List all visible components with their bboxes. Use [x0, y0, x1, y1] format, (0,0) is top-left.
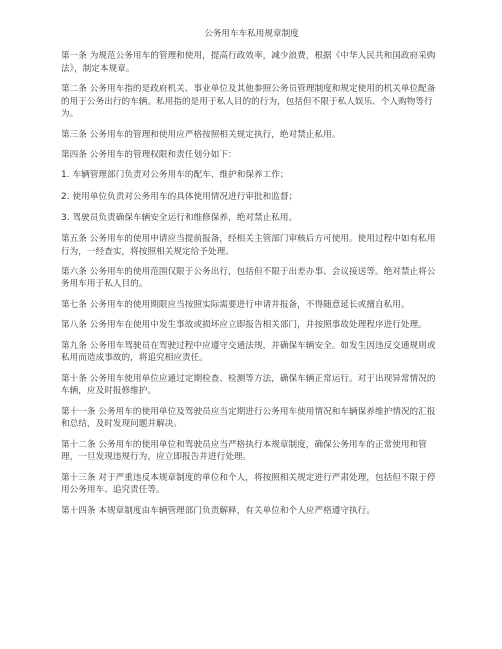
list-item-number: 1. — [61, 170, 70, 181]
article-10: 第十条 公务用车使用单位应通过定期检查、检测等方法，确保车辆正常运行。对于出现异常情况的车辆，应及时报修维护。 — [61, 373, 436, 397]
article-12: 第十二条 公务用车的使用单位和驾驶员应当严格执行本规章制度，确保公务用车的正常使用和管理，一旦发现违规行为，应立即报告并进行处理。 — [61, 439, 427, 463]
article-6: 第六条 公务用车的使用范围仅限于公务出行，包括但不限于出差办事、会议接送等。绝对禁止将公务用车用于私人目的。 — [61, 266, 436, 290]
article-4: 第四条 公务用车的管理权限和责任划分如下： — [61, 149, 237, 160]
article-1: 第一条 为规范公务用车的管理和使用，提高行政效率，减少浪费，根据《中华人民共和国政府采购法》，制定本规章。 — [61, 51, 436, 74]
list-item-text: 使用单位负责对公务用车的具体使用情况进行审批和监督； — [72, 191, 298, 202]
article-11: 第十一条 公务用车的使用单位及驾驶员应当定期进行公务用车使用情况和车辆保养维护情况的汇报和总结，及时发现问题并解决。 — [61, 406, 436, 430]
article-3: 第三条 公务用车的管理和使用应严格按照相关规定执行，绝对禁止私用。 — [61, 129, 341, 140]
article-7: 第七条 公务用车的使用期限应当按照实际需要进行申请并报备，不得随意延长或擅自私用。 — [61, 299, 410, 310]
article-9: 第九条 公务用车驾驶员在驾驶过程中应遵守交通法规，并确保车辆安全。如发生因违反交通规则或私用而造成事故的，将追究相应责任。 — [61, 340, 436, 364]
document-title: 公务用车车私用规章制度 — [204, 29, 299, 39]
article-5: 第五条 公务用车的使用申请应当提前报备，经相关主管部门审核后方可使用。使用过程中如有私用行为，一经查实，将按照相关规定给予处理。 — [61, 233, 436, 257]
article-14: 第十四条 本规章制度由车辆管理部门负责解释，有关单位和个人应严格遵守执行。 — [61, 505, 375, 516]
list-item-text: 车辆管理部门负责对公务用车的配车、维护和保养工作； — [72, 170, 289, 181]
article-8: 第八条 公务用车在使用中发生事故或损坏应立即报告相关部门，并按照事故处理程序进行处理。 — [61, 320, 427, 331]
article-2: 第二条 公务用车指的是政府机关、事业单位及其他参照公务员管理制度和规定使用的机关单位配备的用于公务出行的车辆。私用指的是用于私人目的的行为，包括但不限于私人娱乐、个人购物等行为。 — [61, 83, 436, 120]
list-item — [61, 212, 442, 225]
list-item — [61, 191, 442, 204]
article-13: 第十三条 对于严重违反本规章制度的单位和个人，将按照相关规定进行严肃处理，包括但不限于停用公务用车、追究责任等。 — [61, 472, 436, 496]
list-item-number: 3. — [61, 212, 70, 223]
list-item-number: 2. — [61, 191, 70, 202]
list-item — [61, 169, 442, 182]
list-item-text: 驾驶员负责确保车辆安全运行和维修保养，绝对禁止私用。 — [72, 212, 298, 223]
